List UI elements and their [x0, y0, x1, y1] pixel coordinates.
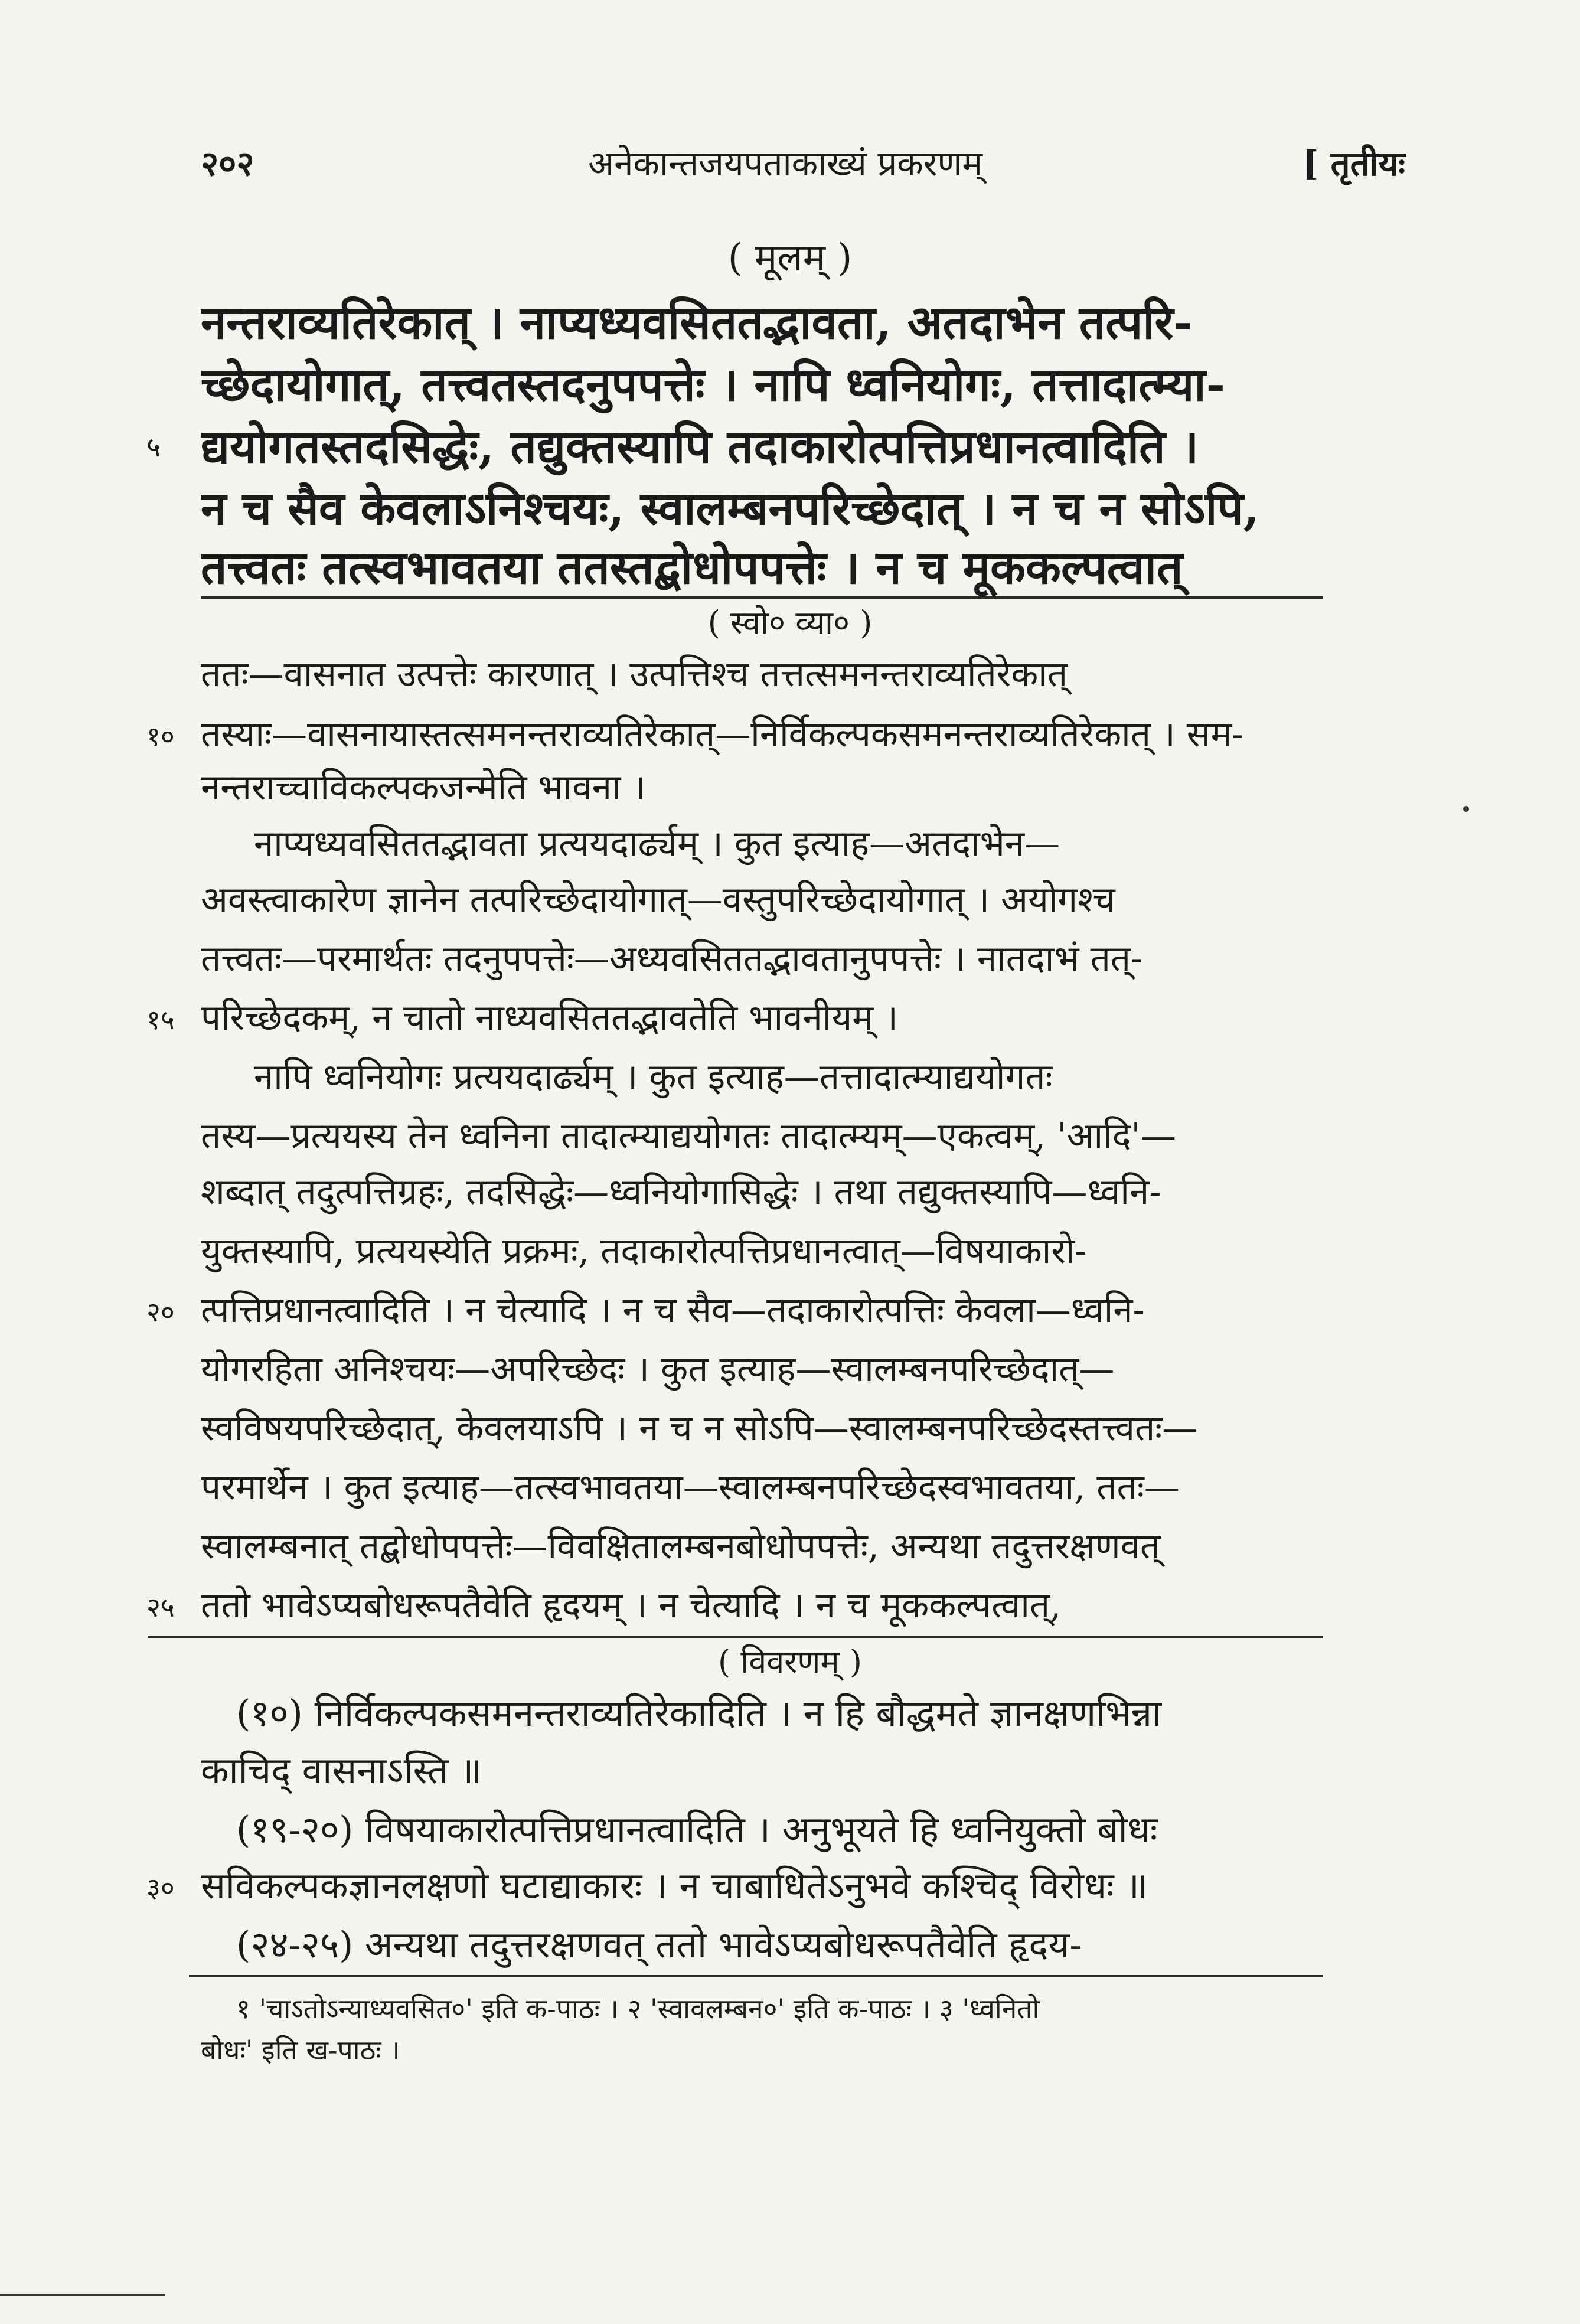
line-number: १० — [146, 720, 175, 752]
mulam-line: नन्तराव्यतिरेकात् । नाप्यध्यवसिततद्भावता, अतदाभेन तत्परि- — [201, 296, 1193, 350]
chapter-marker: [ तृतीयः — [1302, 143, 1405, 184]
page-number: २०२ — [201, 143, 254, 184]
commentary-line: परिच्छेदकम्, न चातो नाध्यवसिततद्भावतेति भावनीयम् । — [201, 997, 898, 1039]
page-header — [201, 133, 1405, 198]
vivarana-line: काचिद् वासनाऽस्ति ॥ — [201, 1749, 482, 1792]
footnote-line: १ 'चाऽतोऽन्याध्यवसित०' इति क-पाठः । २ 'स्वावलम्बन०' इति क-पाठः । ३ 'ध्वनितो — [236, 1993, 1040, 2025]
mulam-line: न च सैव केवलाऽनिश्चयः, स्वालम्बनपरिच्छेदात् । न च न सोऽपि, — [201, 482, 1259, 536]
scan-edge-line — [0, 2294, 165, 2296]
commentary-line: नापि ध्वनियोगः प्रत्ययदार्ढ्यम् । कुत इत्याह—तत्तादात्म्याद्ययोगतः — [254, 1056, 1053, 1098]
commentary-line: तत्त्वतः—परमार्थतः तदनुपपत्तेः—अध्यवसिततद्भावतानुपपत्तेः । नातदाभं तत्- — [201, 938, 1143, 980]
commentary-line: त्पत्तिप्रधानत्वादिति । न चेत्यादि । न च सैव—तदाकारोत्पत्तिः केवला—ध्वनि- — [201, 1290, 1145, 1331]
line-number: २५ — [146, 1591, 175, 1623]
vivarana-line: (१९-२०) विषयाकारोत्पत्तिप्रधानत्वादिति । अनुभूयते हि ध्वनियुक्तो बोधः — [236, 1808, 1158, 1851]
line-number: २० — [146, 1296, 175, 1328]
commentary-line: तस्य—प्रत्ययस्य तेन ध्वनिना तादात्म्याद्ययोगतः तादात्म्यम्—एकत्वम्, 'आदि'— — [201, 1115, 1176, 1157]
mulam-line: द्ययोगतस्तदसिद्धेः, तद्युक्तस्यापि तदाकारोत्पत्तिप्रधानत्वादिति । — [201, 420, 1199, 474]
mulam-heading: ( मूलम् ) — [727, 236, 853, 280]
vivarana-line: सविकल्पकज्ञानलक्षणो घटाद्याकारः । न चाबाधितेऽनुभवे कश्चिद् विरोधः ॥ — [201, 1864, 1148, 1907]
section-divider — [201, 596, 1323, 599]
commentary-line: ततो भावेऽप्यबोधरूपतैवेति हृदयम् । न चेत्यादि । न च मूककल्पत्वात्, — [201, 1585, 1062, 1626]
commentary-line: शब्दात् तदुत्पत्तिग्रहः, तदसिद्धेः—ध्वनियोगासिद्धेः । तथा तद्युक्तस्यापि—ध्वनि- — [201, 1171, 1161, 1213]
vivarana-line: (१०) निर्विकल्पकसमनन्तराव्यतिरेकादिति । न हि बौद्धमते ज्ञानक्षणभिन्ना — [236, 1692, 1162, 1735]
line-number: ५ — [146, 431, 161, 463]
commentary-line: अवस्त्वाकारेण ज्ञानेन तत्परिच्छेदायोगात्—वस्तुपरिच्छेदायोगात् । अयोगश्च — [201, 879, 1115, 921]
section-divider — [148, 1636, 1323, 1638]
mulam-line: तत्त्वतः तत्स्वभावतया ततस्तद्बोधोपपत्तेः । न च मूककल्पत्वात् — [201, 541, 1183, 595]
vivarana-line: (२४-२५) अन्यथा तदुत्तरक्षणवत् ततो भावेऽप्यबोधरूपतैवेति हृदय- — [236, 1923, 1082, 1966]
vivaranam-heading: ( विवरणम् ) — [718, 1643, 862, 1680]
commentary-line: स्वालम्बनात् तद्बोधोपपत्तेः—विवक्षितालम्बनबोधोपपत्तेः, अन्यथा तदुत्तरक्षणवत् — [201, 1526, 1161, 1567]
commentary-line: स्वविषयपरिच्छेदात्, केवलयाऽपि । न च न सोऽपि—स्वालम्बनपरिच्छेदस्तत्त्वतः— — [201, 1408, 1198, 1449]
commentary-line: नन्तराच्चाविकल्पकजन्मेति भावना । — [201, 767, 646, 808]
commentary-line: युक्तस्यापि, प्रत्ययस्येति प्रक्रमः, तदाकारोत्पत्तिप्रधानत्वात्—विषयाकारो- — [201, 1230, 1087, 1272]
footnote-divider — [189, 1975, 1323, 1977]
mulam-line: च्छेदायोगात्, तत्त्वतस्तदनुपपत्तेः । नापि ध्वनियोगः, तत्तादात्म्या- — [201, 358, 1225, 412]
commentary-line: ततः—वासनात उत्पत्तेः कारणात् । उत्पत्तिश्च तत्तत्समनन्तराव्यतिरेकात् — [201, 654, 1068, 695]
line-number: १५ — [146, 1004, 175, 1036]
line-number: ३० — [146, 1872, 175, 1904]
commentary-line: योगरहिता अनिश्चयः—अपरिच्छेदः । कुत इत्याह—स्वालम्बनपरिच्छेदात्— — [201, 1349, 1115, 1390]
running-title: अनेकान्तजयपताकाख्यं प्रकरणम् — [587, 143, 983, 184]
commentary-line: परमार्थेन । कुत इत्याह—तत्स्वभावतया—स्वालम्बनपरिच्छेदस्वभावतया, ततः— — [201, 1467, 1180, 1508]
footnote-line: बोधः' इति ख-पाठः । — [201, 2034, 400, 2066]
commentary-line: तस्याः—वासनायास्तत्समनन्तराव्यतिरेकात्—निर्विकल्पकसमनन्तराव्यतिरेकात् । सम- — [201, 714, 1244, 755]
scan-speck — [1463, 806, 1469, 812]
commentary-heading: ( स्वो० व्या० ) — [707, 604, 873, 641]
commentary-line: नाप्यध्यवसिततद्भावता प्रत्ययदार्ढ्यम् । कुत इत्याह—अतदाभेन— — [254, 823, 1060, 864]
